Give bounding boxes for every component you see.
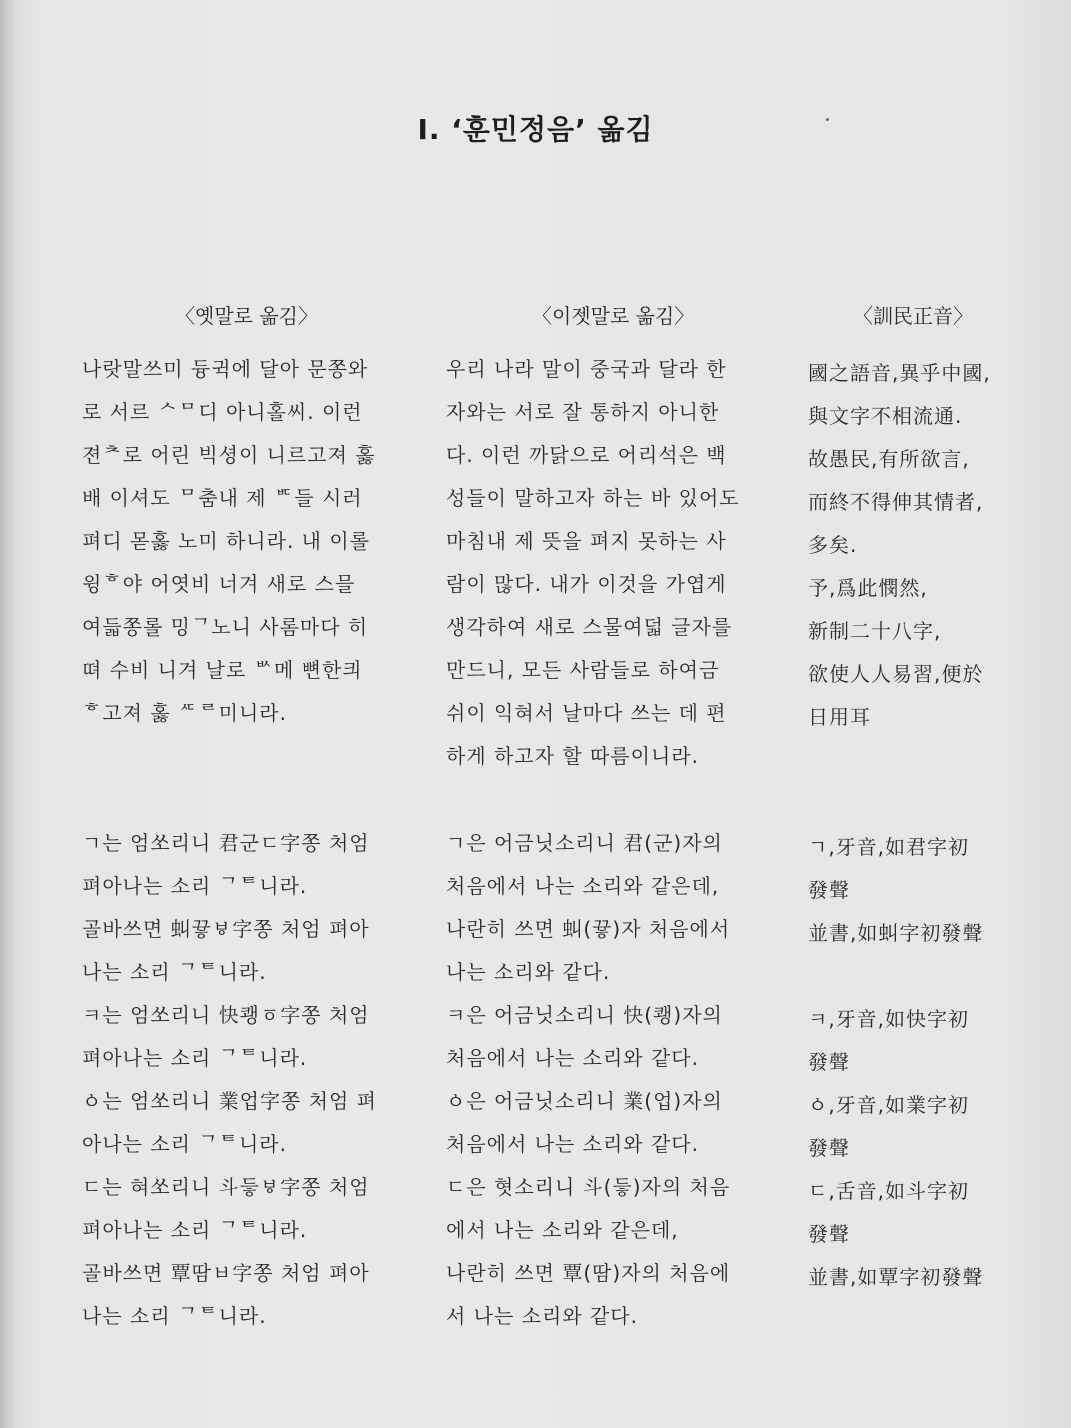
text-line: 發聲 — [808, 1222, 850, 1246]
text-line: 여듧쫑롤 밍ᄀ노니 사롬마다 히 — [82, 615, 369, 639]
text-line: 배 이셔도 ᄆ춤내 제 ᄠ들 시러 — [82, 486, 363, 510]
page-title: Ⅰ. ‘훈민정음’ 옮김 — [417, 113, 654, 146]
text-line: 나는 소리 ᄀᄐ니라. — [82, 960, 267, 984]
text-line: 윙ᄒ야 어엿비 너겨 새로 스믈 — [82, 572, 356, 596]
text-line: ㆁ은 어금닛소리니 業(업)자의 — [446, 1089, 723, 1113]
text-line: ㄷ는 혀쏘리니 斗듷ㅸ字쫑 처엄 — [82, 1175, 370, 1199]
text-line: ㅋ,牙音,如快字初 — [808, 1007, 970, 1031]
text-line: ㄱ,牙音,如君字初 — [808, 835, 970, 859]
section2-classical-chinese — [808, 826, 1048, 1342]
text-line: 람이 많다. 내가 이것을 가엽게 — [446, 572, 727, 596]
text-line: ㅋ는 엄쏘리니 快쾡ㆆ字쫑 처엄 — [82, 1003, 370, 1027]
text-line: ㆁ는 엄쏘리니 業업字쫑 처엄 펴 — [82, 1089, 377, 1113]
text-line: 서 나는 소리와 같다. — [446, 1304, 638, 1328]
text-line: 젼ᄎ로 어린 빅셩이 니르고져 홇 — [82, 443, 376, 467]
section1-modern-korean — [446, 348, 776, 778]
text-line: 發聲 — [808, 1136, 850, 1160]
text-line: 하게 하고자 할 따름이니라. — [446, 744, 699, 768]
text-line: 로 서르 ᄉᄆ디 아니홀씨. 이런 — [82, 400, 363, 424]
text-line — [808, 955, 1048, 998]
section2-modern-korean — [446, 822, 776, 1338]
text-line: 發聲 — [808, 878, 850, 902]
text-line: 나는 소리 ᄀᄐ니라. — [82, 1304, 267, 1328]
text-line: 펴아나는 소리 ᄀᄐ니라. — [82, 1218, 308, 1242]
text-line: ㄱ는 엄쏘리니 君군ㄷ字쫑 처엄 — [82, 831, 370, 855]
text-line: 뗘 수비 니겨 날로 ᄡ메 뼌한킈 — [82, 658, 363, 682]
text-line: ㄷ은 혓소리니 斗(듷)자의 처음 — [446, 1175, 731, 1199]
text-line: 並書,如覃字初發聲 — [808, 1265, 984, 1289]
header-old-korean: 〈옛말로 옮김〉 — [175, 304, 318, 328]
text-line: 新制二十八字, — [808, 619, 942, 643]
text-line — [808, 1299, 1048, 1342]
text-line: 나랏말쓰미 듕귁에 달아 문쫑와 — [82, 357, 369, 381]
page-mark — [826, 118, 829, 121]
text-line: 생각하여 새로 스물여덟 글자를 — [446, 615, 733, 639]
text-line: 펴디 몯홇 노미 하니라. 내 이롤 — [82, 529, 370, 553]
text-line: 만드니, 모든 사람들로 하여금 — [446, 658, 720, 682]
text-line: 予,爲此憫然, — [808, 576, 928, 600]
text-line: 에서 나는 소리와 같은데, — [446, 1218, 679, 1242]
text-line: 골바쓰면 虯끃ㅸ字쫑 처엄 펴아 — [82, 917, 370, 941]
text-line: 골바쓰면 覃땀ㅂ字쫑 처엄 펴아 — [82, 1261, 370, 1285]
text-line: 쉬이 익혀서 날마다 쓰는 데 편 — [446, 701, 727, 725]
text-line: 마침내 제 뜻을 펴지 못하는 사 — [446, 529, 727, 553]
text-line: 처음에서 나는 소리와 같은데, — [446, 874, 720, 898]
header-modern-korean: 〈이젯말로 옮김〉 — [532, 304, 695, 328]
text-line: 자와는 서로 잘 통하지 아니한 — [446, 400, 720, 424]
text-line: ᄒ고져 홇 ᄯᄅ미니라. — [82, 701, 287, 725]
text-line: 펴아나는 소리 ᄀᄐ니라. — [82, 1046, 308, 1070]
text-line: 펴아나는 소리 ᄀᄐ니라. — [82, 874, 308, 898]
text-line: ㆁ,牙音,如業字初 — [808, 1093, 970, 1117]
section2-old-korean — [82, 822, 412, 1338]
text-line: 나란히 쓰면 虯(끃)자 처음에서 — [446, 917, 731, 941]
section1-old-korean — [82, 348, 412, 735]
text-line: 並書,如虯字初發聲 — [808, 921, 984, 945]
text-line: 나는 소리와 같다. — [446, 960, 611, 984]
text-line: 우리 나라 말이 중국과 달라 한 — [446, 357, 727, 381]
text-line: 나란히 쓰면 覃(땀)자의 처음에 — [446, 1261, 731, 1285]
text-line: 다. 이런 까닭으로 어리석은 백 — [446, 443, 727, 467]
text-line: ㄷ,舌音,如斗字初 — [808, 1179, 970, 1203]
text-line: 欲使人人易習,便於 — [808, 662, 984, 686]
text-line: ㅋ은 어금닛소리니 快(쾡)자의 — [446, 1003, 723, 1027]
text-line: 而終不得伸其情者, — [808, 490, 984, 514]
book-spine-shadow — [0, 0, 14, 1428]
text-line: 처음에서 나는 소리와 같다. — [446, 1046, 699, 1070]
text-line: 多矣. — [808, 533, 858, 557]
text-line: 與文字不相流通. — [808, 404, 963, 428]
text-line: 故愚民,有所欲言, — [808, 447, 970, 471]
text-line: ㄱ은 어금닛소리니 君(군)자의 — [446, 831, 723, 855]
text-line: 日用耳 — [808, 705, 871, 729]
section1-classical-chinese — [808, 352, 1048, 739]
text-line: 성들이 말하고자 하는 바 있어도 — [446, 486, 740, 510]
text-line: 國之語音,異乎中國, — [808, 361, 991, 385]
header-classical-chinese: 〈訓民正音〉 — [853, 304, 973, 328]
text-line: 아나는 소리 ᄀᄐ니라. — [82, 1132, 287, 1156]
text-line: 發聲 — [808, 1050, 850, 1074]
text-line: 처음에서 나는 소리와 같다. — [446, 1132, 699, 1156]
